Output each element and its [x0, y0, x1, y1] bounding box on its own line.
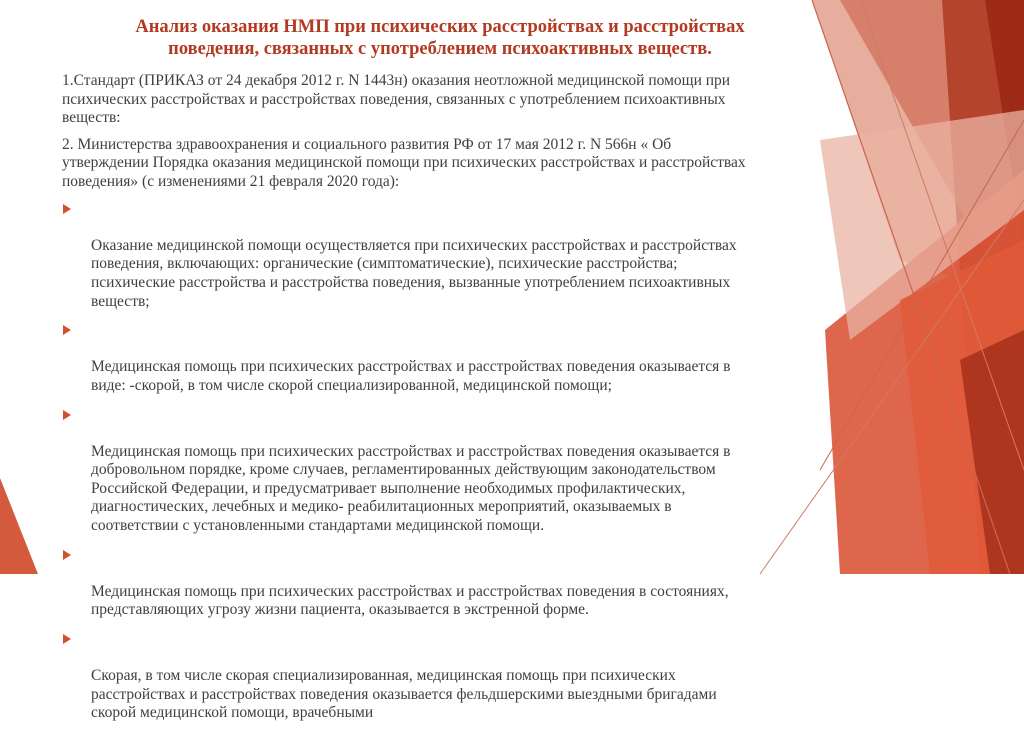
slide-content — [62, 72, 822, 733]
triangle-bullet-icon — [63, 204, 71, 214]
bullet-text: Оказание медицинской помощи осуществляется при психических расстройствах и расстройствах поведения, включающих: органические (симптоматические), психические расстройства; психические расстройства и расстройства поведения, вызванные употреблением психоактивных веществ; — [91, 236, 737, 310]
list-item — [62, 200, 822, 312]
triangle-bullet-icon — [63, 410, 71, 420]
list-item — [62, 546, 822, 620]
triangle-bullet-icon — [63, 634, 71, 644]
bullet-text: Медицинская помощь при психических расстройствах и расстройствах поведения оказывается в виде: -скорой, в том числе скорой специализированной, медицинской помощи; — [91, 358, 731, 394]
list-item — [62, 630, 822, 723]
bullet-text: Скорая, в том числе скорая специализированная, медицинская помощь при психических расстройствах и расстройствах поведения оказывается фельдшерскими выездными бригадами скорой медицинской помощи, врачебными — [91, 667, 717, 722]
list-item — [62, 406, 822, 536]
bullet-text: Медицинская помощь при психических расстройствах и расстройствах поведения оказывается в добровольном порядке, кроме случаев, регламентированных действующим законодательством Российской Федерации, и предусматривает выполнение необходимых профилактических, диагностических, лечебных и медико- реабилитационных мероприятий, оказываемых в соответствии с установленными стандартами медицинской помощи. — [91, 442, 731, 535]
paragraph-order: 2. Министерства здравоохранения и социального развития РФ от 17 мая 2012 г. N 566н « Об утверждении Порядка оказания медицинской помощи при психических расстройствах и расстройствах поведения» (с изменениями 21 февраля 2020 года): — [62, 135, 746, 190]
bullet-list — [62, 200, 822, 723]
slide-title: Анализ оказания НМП при психических расстройствах и расстройствах поведения, связанных с употреблением психоактивных веществ. — [135, 17, 745, 59]
deco-shape-bottom-left — [0, 478, 38, 574]
triangle-bullet-icon — [63, 325, 71, 335]
triangle-bullet-icon — [63, 550, 71, 560]
bullet-text: Медицинская помощь при психических расстройствах и расстройствах поведения в состояниях, представляющих угрозу жизни пациента, оказывается в экстренной форме. — [91, 582, 729, 619]
paragraph-standard: 1.Стандарт (ПРИКАЗ от 24 декабря 2012 г. N 1443н) оказания неотложной медицинской помощи при психических расстройствах и расстройствах поведения, связанных с употреблением психоактивных веществ: — [62, 72, 731, 127]
list-item — [62, 321, 822, 395]
